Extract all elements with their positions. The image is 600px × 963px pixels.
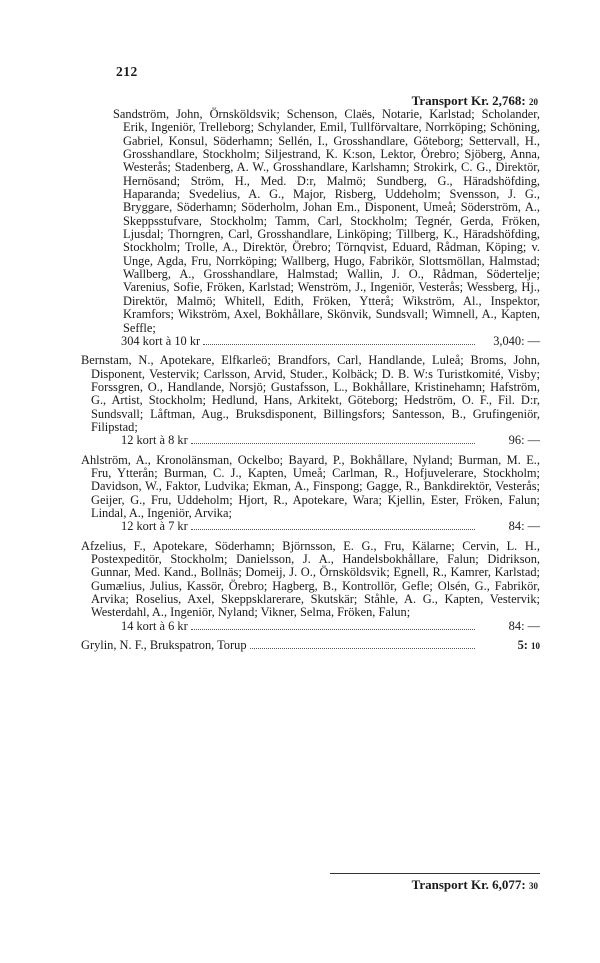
transport-cents: 20 [529,97,538,107]
single-entry-name: Grylin, N. F., Brukspatron, Torup [81,638,247,653]
entry-total [81,620,540,633]
entry-amount: 3,040: — [493,333,540,348]
transport-carried-forward [412,877,538,893]
dot-leader [191,434,475,444]
entry-count: 12 kort à 8 kr [121,433,188,448]
entry-amount: 84: — [508,519,540,534]
single-entry-amount [478,639,540,653]
list-entry [81,454,540,534]
total-rule [330,873,540,874]
entry-count: 12 kort à 7 kr [121,519,188,534]
entry-total [81,335,540,348]
entry-count: 14 kort à 6 kr [121,618,188,633]
dot-leader [250,639,475,649]
single-entry-kronor: 5: [517,638,528,653]
transport-out-amount: 6,077: [492,877,526,892]
entry-count: 304 kort à 10 kr [121,333,201,348]
entry-total [81,520,540,533]
dot-leader [191,620,475,630]
dot-leader [191,520,475,530]
single-entry [81,639,540,653]
single-entry-cents: 10 [531,641,540,652]
list-entry [81,354,540,447]
entry-names: Ahlström, A., Kronolänsman, Ockelbo; Bayard, P., Bokhållare, Nyland; Burman, M. E., Fru, Ytterån; Burman, C. J., Kapten, Umeå; Carlman, R., Hofjuvelerare, Stockholm; Davidson, W., Faktor, Ludvika; Ekman, A., Finspong; Gagge, R., Bankdirektör, Vesterås; Geijer, G., Fru, Uddeholm; Hjort, R., Apotekare, Wara; Kjellin, Ester, Fröken, Falun; Lindal, A., Ingeniör, Arvika; [81,452,540,520]
transport-amount: 2,768: [492,93,526,108]
list-entry [81,540,540,633]
entry-names: Afzelius, F., Apotekare, Söderhamn; Björnsson, E. G., Fru, Kälarne; Cervin, L. H., Postexpeditör, Stockholm; Danielsson, J. A., Handelsbokhållare, Falun; Didrikson, Gunnar, Med. Kand., Bollnäs; Domeij, J. O., Örnsköldsvik; Egnell, R., Kamrer, Karlstad; Gumælius, Julius, Kassör, Örebro; Hagberg, B., Kontrollör, Gefle; Olsén, G., Fabrikör, Arvika; Roselius, Axel, Skeppsklarerare, Skutskär; Ståhle, A. G., Kapten, Vestervik; Westerdahl, A., Ingeniör, Nyland; Vikner, Selma, Fröken, Falun; [81,538,540,620]
entry-names: Bernstam, N., Apotekare, Elfkarleö; Brandfors, Carl, Handlande, Luleå; Broms, John, Disponent, Vestervik; Carlsson, Arvid, Studer., Kolbäck; D. B. W:s Turistkomité, Visby; Forssgren, O., Handlande, Norsjö; Gustafsson, L., Bokhållare, Kristinehamn; Hafström, G., Artist, Stockholm; Hedlund, Hans, Arkitekt, Göteborg; Hedström, O. F., Fil. D:r, Sundsvall; Låftman, Aug., Bruksdisponent, Billingsfors; Santesson, B., Grufingeniör, Filipstad; [81,353,540,434]
list-entry [81,108,540,348]
entry-amount: 96: — [508,433,540,448]
entry-total [81,434,540,447]
member-list [81,108,540,653]
transport-out-label: Transport Kr. [411,877,489,892]
dot-leader [203,335,475,345]
entry-amount: 84: — [508,618,540,633]
transport-out-cents: 30 [529,881,538,891]
entry-names: Sandström, John, Örnsköldsvik; Schenson, Claës, Notarie, Karlstad; Scholander, Erik, Ingeniör, Trelleborg; Schylander, Emil, Tullförvaltare, Norrköping; Schöning, Gabriel, Konsul, Söderhamn; Sellén, I., Grosshandlare, Göteborg; Settervall, H., Grosshandlare, Stockholm; Siljestrand, K. K:son, Lektor, Örebro; Sjöberg, Anna, Westerås; Stadenberg, A. W., Grosshandlare, Karlshamn; Strokirk, C. G., Direktör, Hernösand; Ström, H., Med. D:r, Malmö; Sundberg, G., Häradshöfding, Haparanda; Svedelius, A. G., Major, Risberg, Uddeholm; Svensson, J. G., Bryggare, Söderhamn; Söderholm, Johan Em., Disponent, Umeå; Söderström, A., Skeppsstufvare, Stockholm; Tamm, Carl, Stockholm; Tegnér, Gerda, Fröken, Ljusdal; Thorngren, Carl, Grosshandlare, Linköping; Tillberg, K., Häradshöfding, Stockholm; Trolle, A., Direktör, Örebro; Törnqvist, Eduard, Rådman, Köping; v. Unge, Agda, Fru, Norrköping; Wallberg, Hugo, Fabrikör, Slottsmöllan, Halmstad; Wallberg, A., Grosshandlare, Halmstad; Wallin, J. O., Rådman, Södertelje; Varenius, Sofie, Fröken, Karlstad; Wenström, J., Ingeniör, Vesterås; Wessberg, Hj., Direktör, Malmö; Whitell, Edith, Fröken, Ytterå; Wikström, Al., Inspektor, Kramfors; Wikström, Axel, Bokhållare, Skönvik, Sundsvall; Wimnell, A., Kapten, Seffle; [113,107,540,335]
transport-label: Transport Kr. [411,93,489,108]
page-number: 212 [116,64,138,79]
